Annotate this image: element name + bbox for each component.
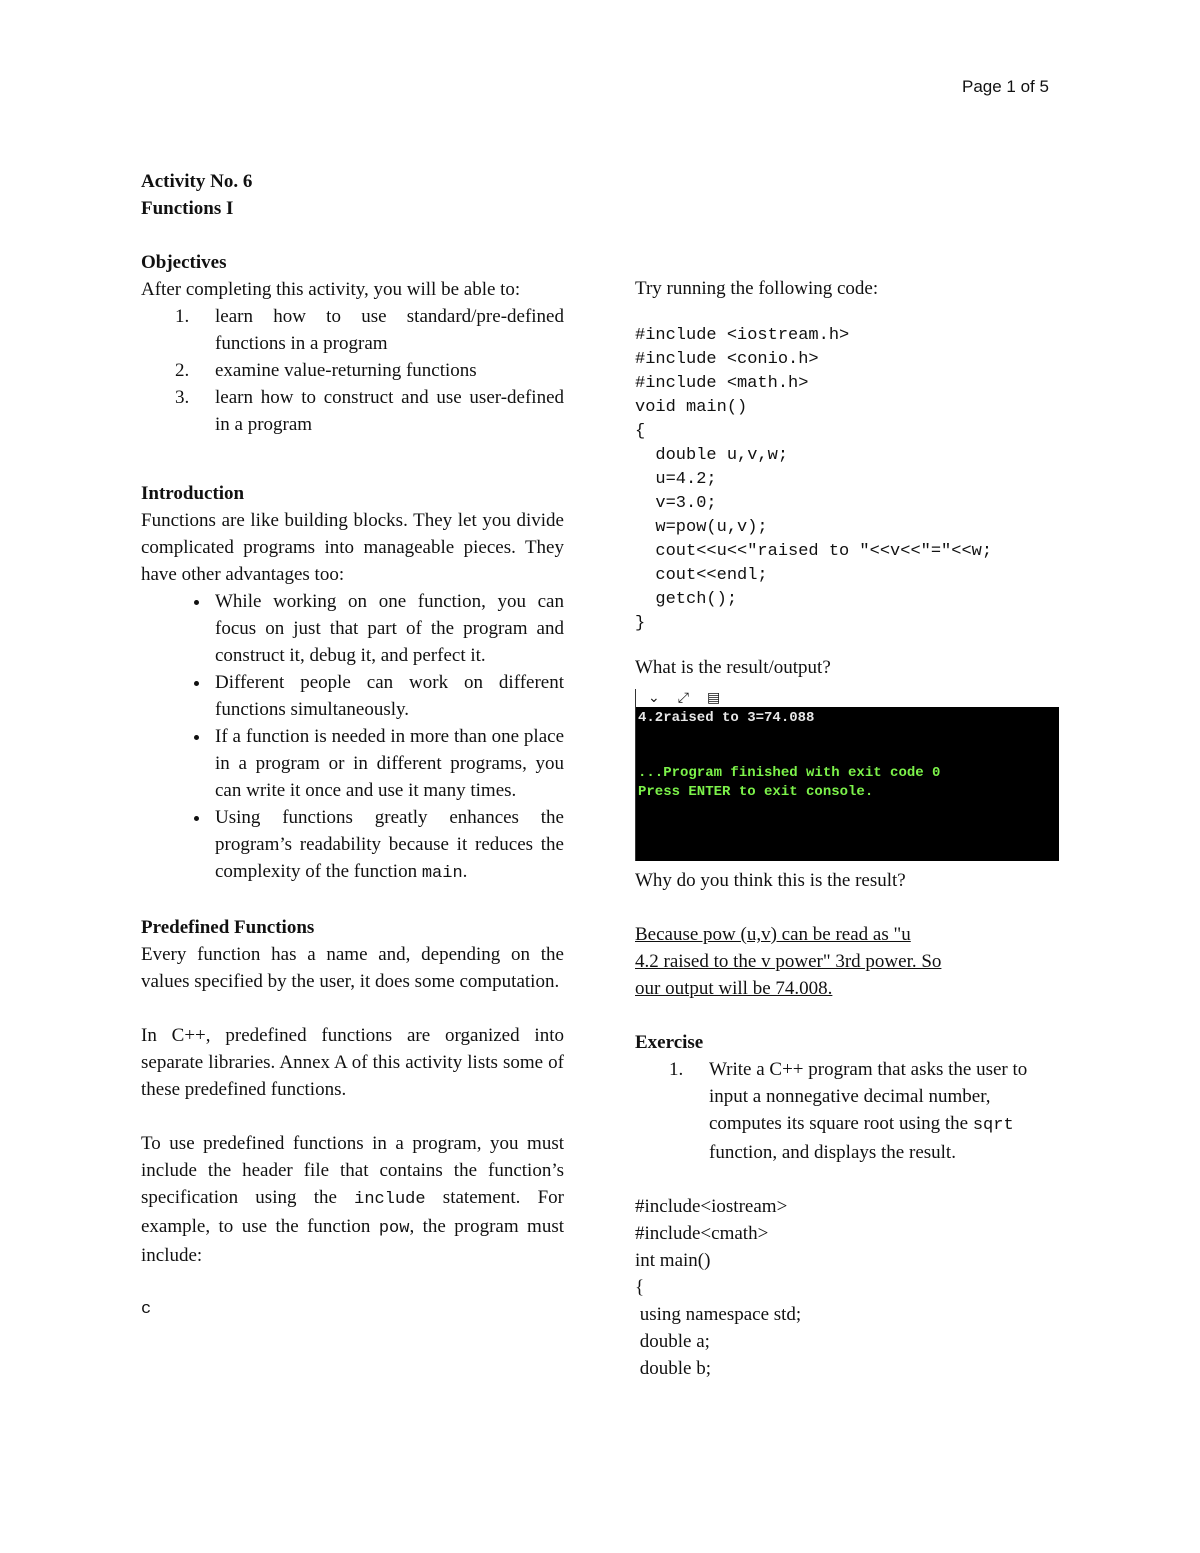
exercise-list xyxy=(635,1056,1059,1166)
code-line: cout<<u<<"raised to "<<v<<"="<<w; xyxy=(635,542,993,561)
code-line: #include <iostream.h> xyxy=(635,326,850,345)
solution-line: double a; xyxy=(635,1331,710,1352)
activity-title: Activity No. 6 xyxy=(141,171,253,192)
code-line: } xyxy=(635,614,646,633)
list-item: • If a function is needed in more than one place in a program or in different programs, you can write it once and use it many times. xyxy=(211,723,564,804)
trailing-char: c xyxy=(141,1300,152,1319)
introduction-text: Functions are like building blocks. They let you divide complicated programs into manageable pieces. They have other advantages too: xyxy=(141,510,564,585)
clipboard-icon[interactable]: ▤ xyxy=(706,689,721,706)
question-result: What is the result/output? xyxy=(635,657,831,678)
list-item: • Using functions greatly enhances the program’s readability because it reduces the complexity of the function main. xyxy=(211,804,564,887)
console-line: Press ENTER to exit console. xyxy=(638,784,874,800)
list-item: • Different people can work on different functions simultaneously. xyxy=(211,669,564,723)
exercise-heading: Exercise xyxy=(635,1032,704,1053)
right-column xyxy=(635,275,1059,1382)
code-line: #include <math.h> xyxy=(635,374,809,393)
answer-line: our output will be 74.008. xyxy=(635,978,833,999)
introduction-heading: Introduction xyxy=(141,483,245,504)
try-text: Try running the following code: xyxy=(635,278,879,299)
solution-line: #include<cmath> xyxy=(635,1223,769,1244)
console-line: 4.2raised to 3=74.088 xyxy=(638,710,815,726)
console-toolbar xyxy=(635,689,1059,707)
solution-line: double b; xyxy=(635,1358,711,1379)
list-item: • While working on one function, you can focus on just that part of the program and construct it, debug it, and perfect it. xyxy=(211,588,564,669)
predefined-paragraph-1: Every function has a name and, depending on the values specified by the user, it does some computation. xyxy=(141,944,564,992)
answer-line: 4.2 raised to the v power" 3rd power. So xyxy=(635,951,942,972)
objectives-heading: Objectives xyxy=(141,252,227,273)
code-line: w=pow(u,v); xyxy=(635,518,768,537)
question-why: Why do you think this is the result? xyxy=(635,870,906,891)
objectives-list xyxy=(141,303,564,438)
list-item: 1. Write a C++ program that asks the user to input a nonnegative decimal number, computes its square root using the sqrt function, and displays the result. xyxy=(669,1059,1028,1163)
predefined-paragraph-2: In C++, predefined functions are organized into separate libraries. Annex A of this activity lists some of these predefined functions. xyxy=(141,1025,564,1100)
page-number: Page 1 of 5 xyxy=(962,77,1049,96)
expand-icon[interactable]: ⤢ xyxy=(677,689,689,706)
list-item: 1. learn how to use standard/pre-defined functions in a program xyxy=(175,306,564,354)
console-body xyxy=(635,707,1059,861)
activity-subtitle: Functions I xyxy=(141,198,234,219)
solution-line: #include<iostream> xyxy=(635,1196,788,1217)
code-line: void main() xyxy=(635,398,748,417)
answer-line: Because pow (u,v) can be read as "u xyxy=(635,924,911,945)
predefined-heading: Predefined Functions xyxy=(141,917,315,938)
predefined-paragraph-3: To use predefined functions in a program, you must include the header file that contains the function’s specification using the include statement. For example, to use the function pow, the program must include: xyxy=(141,1133,564,1266)
solution-line: { xyxy=(635,1277,645,1298)
console-line: ...Program finished with exit code 0 xyxy=(638,765,941,781)
list-item: 2. examine value-returning functions xyxy=(175,360,477,381)
code-line: #include <conio.h> xyxy=(635,350,819,369)
code-line: getch(); xyxy=(635,590,738,609)
console-output xyxy=(635,689,1059,861)
code-line: double u,v,w; xyxy=(635,446,789,465)
left-column xyxy=(141,168,564,1323)
advantages-list xyxy=(141,588,564,887)
solution-code xyxy=(635,1193,1059,1382)
code-line: u=4.2; xyxy=(635,470,717,489)
code-block xyxy=(635,324,1059,636)
solution-line: int main() xyxy=(635,1250,711,1271)
code-line: cout<<endl; xyxy=(635,566,768,585)
chevron-down-icon[interactable]: ⌄ xyxy=(648,689,660,706)
code-line: { xyxy=(635,422,646,441)
code-line: v=3.0; xyxy=(635,494,717,513)
list-item: 3. learn how to construct and use user-defined in a program xyxy=(175,387,564,435)
solution-line: using namespace std; xyxy=(635,1304,802,1325)
objectives-intro: After completing this activity, you will be able to: xyxy=(141,279,521,300)
